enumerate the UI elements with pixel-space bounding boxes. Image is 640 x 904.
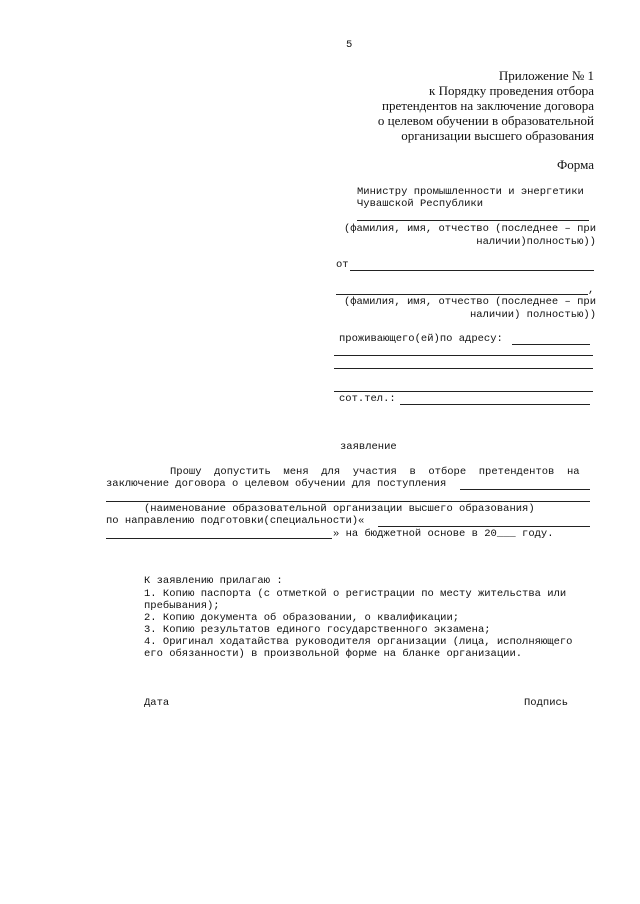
appendix-line: к Порядку проведения отбора	[429, 83, 594, 98]
page-number: 5	[346, 39, 353, 51]
appendix-line: организации высшего образования	[401, 128, 594, 143]
attachment-item: 1. Копию паспорта (с отметкой о регистрации по месту жительства или	[144, 588, 567, 600]
institution-line	[460, 489, 590, 490]
institution-line-2	[106, 501, 590, 502]
appendix-header	[378, 68, 594, 143]
date-label: Дата	[144, 697, 170, 709]
from-label: от	[336, 259, 349, 271]
specialty-line-2	[106, 538, 332, 539]
comma: ,	[588, 284, 595, 296]
addressee-line2: Чувашской Республики	[357, 198, 484, 210]
appendix-line: претендентов на заключение договора	[382, 98, 594, 113]
attachment-item: пребывания);	[144, 600, 220, 612]
address-label: проживающего(ей)по адресу:	[339, 333, 503, 345]
phone-line	[400, 404, 590, 405]
address-line-4	[334, 391, 593, 392]
address-line-2	[334, 355, 593, 356]
body-line2: заключение договора о целевом обучении для поступления	[106, 478, 447, 490]
specialty-line	[378, 526, 590, 527]
address-line-3	[334, 368, 593, 369]
from-line	[350, 270, 594, 271]
document-title: заявление	[340, 441, 397, 453]
signature-label: Подпись	[524, 697, 569, 709]
addressee-name-line	[357, 220, 589, 221]
fio-caption-2: (фамилия, имя, отчество (последнее – при наличии) полностью))	[343, 296, 596, 321]
address-line	[512, 344, 590, 345]
attachments-intro: К заявлению прилагаю :	[144, 575, 283, 587]
attachment-item: 2. Копию документа об образовании, о квалификации;	[144, 612, 460, 624]
appendix-line: Приложение № 1	[498, 68, 594, 83]
fio-caption: (фамилия, имя, отчество (последнее – при наличии)полностью))	[343, 223, 596, 248]
attachment-item: его обязанности) в произвольной форме на бланке организации.	[144, 648, 523, 660]
body-line1: Прошу допустить меня для участия в отборе претендентов на	[170, 466, 580, 478]
form-label: Форма	[557, 157, 594, 172]
attachment-item: 4. Оригинал ходатайства руководителя организации (лица, исполняющего	[144, 636, 573, 648]
phone-label: сот.тел.:	[339, 393, 396, 405]
body-line4: » на бюджетной основе в 20___ году.	[333, 528, 554, 540]
attachment-item: 3. Копию результатов единого государственного экзамена;	[144, 624, 491, 636]
appendix-line: о целевом обучении в образовательной	[377, 113, 594, 128]
org-caption: (наименование образовательной организации высшего образования)	[144, 503, 535, 515]
addressee-line1: Министру промышленности и энергетики	[357, 186, 584, 198]
from-line-2	[336, 294, 588, 295]
body-line3: по направлению подготовки(специальности)«	[106, 515, 365, 527]
